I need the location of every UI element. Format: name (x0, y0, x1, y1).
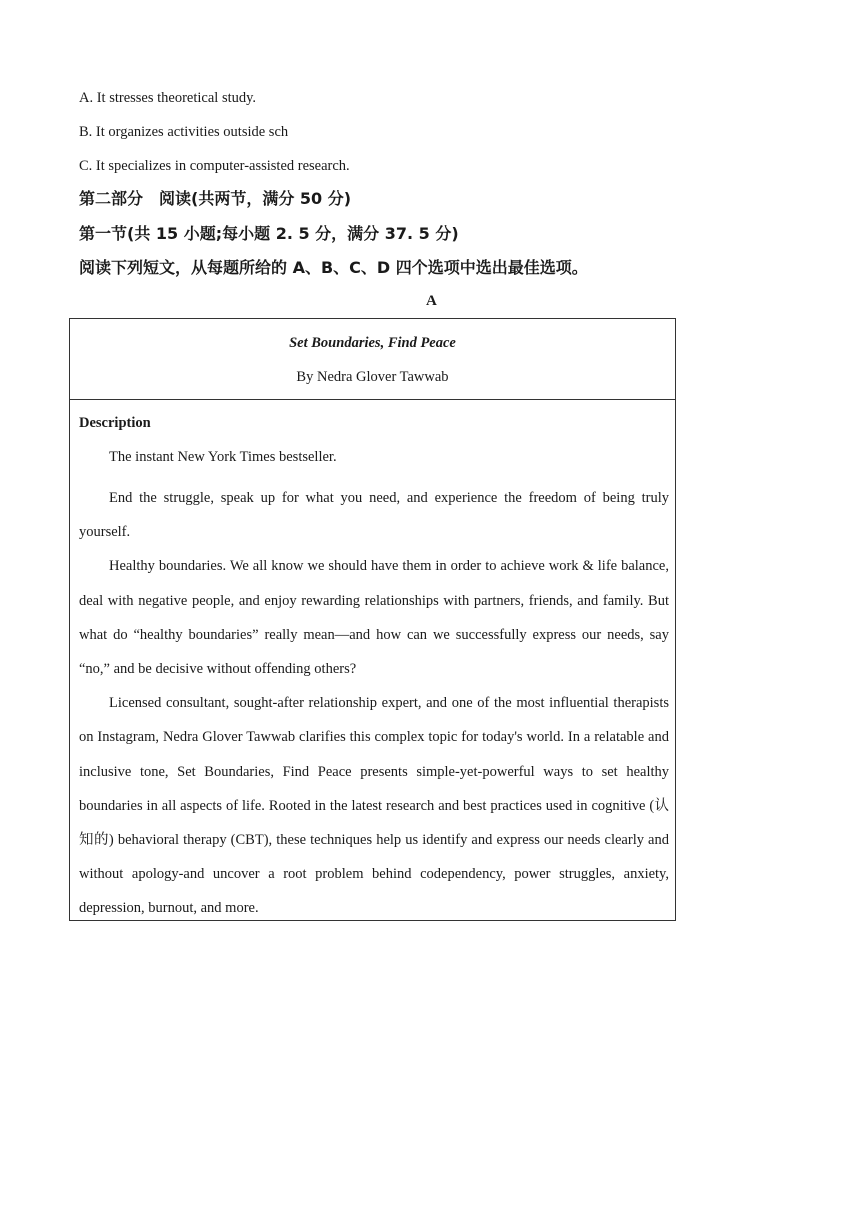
description-label: Description (79, 415, 151, 431)
book-author: By Nedra Glover Tawwab (296, 369, 449, 385)
book-title: Set Boundaries, Find Peace (289, 335, 456, 351)
instruction-text: 阅读下列短文，从每题所给的 A、B、C、D 四个选项中选出最佳选项。 (79, 258, 588, 277)
option-b: B. It organizes activities outside sch (79, 124, 289, 140)
option-c: C. It specializes in computer-assisted research. (79, 158, 350, 174)
option-a: A. It stresses theoretical study. (79, 90, 257, 106)
passage-letter: A (426, 293, 437, 309)
passage-paragraph: Healthy boundaries. We all know we should have them in order to achieve work & life balance, deal with negative people, and enjoy rewarding relationships with partners, friends, and family. But what do “healthy boundaries” really mean—and how can we successfully express our needs, say “no,” and be decisive without offending others? (79, 558, 669, 678)
section-heading: 第一节(共 15 小题;每小题 2. 5 分，满分 37. 5 分) (79, 224, 459, 243)
passage-body (70, 400, 675, 926)
passage-paragraph: Licensed consultant, sought-after relationship expert, and one of the most influential therapists on Instagram, Nedra Glover Tawwab clarifies this complex topic for today's world. In a relatable and inclusive tone, Set Boundaries, Find Peace presents simple-yet-powerful ways to set healthy boundaries in all aspects of life. Rooted in the latest research and best practices used in cognitive (认知的) behavioral therapy (CBT), these techniques help us identify and express our needs clearly and without apology-and uncover a root problem behind codependency, power struggles, anxiety, depression, burnout, and more. (79, 695, 669, 917)
part-heading: 第二部分 阅读(共两节，满分 50 分) (79, 189, 352, 208)
passage-box (69, 318, 676, 921)
passage-paragraph: End the struggle, speak up for what you need, and experience the freedom of being truly yourself. (79, 490, 669, 541)
passage-header (70, 319, 675, 400)
passage-paragraph: The instant New York Times bestseller. (109, 449, 337, 465)
